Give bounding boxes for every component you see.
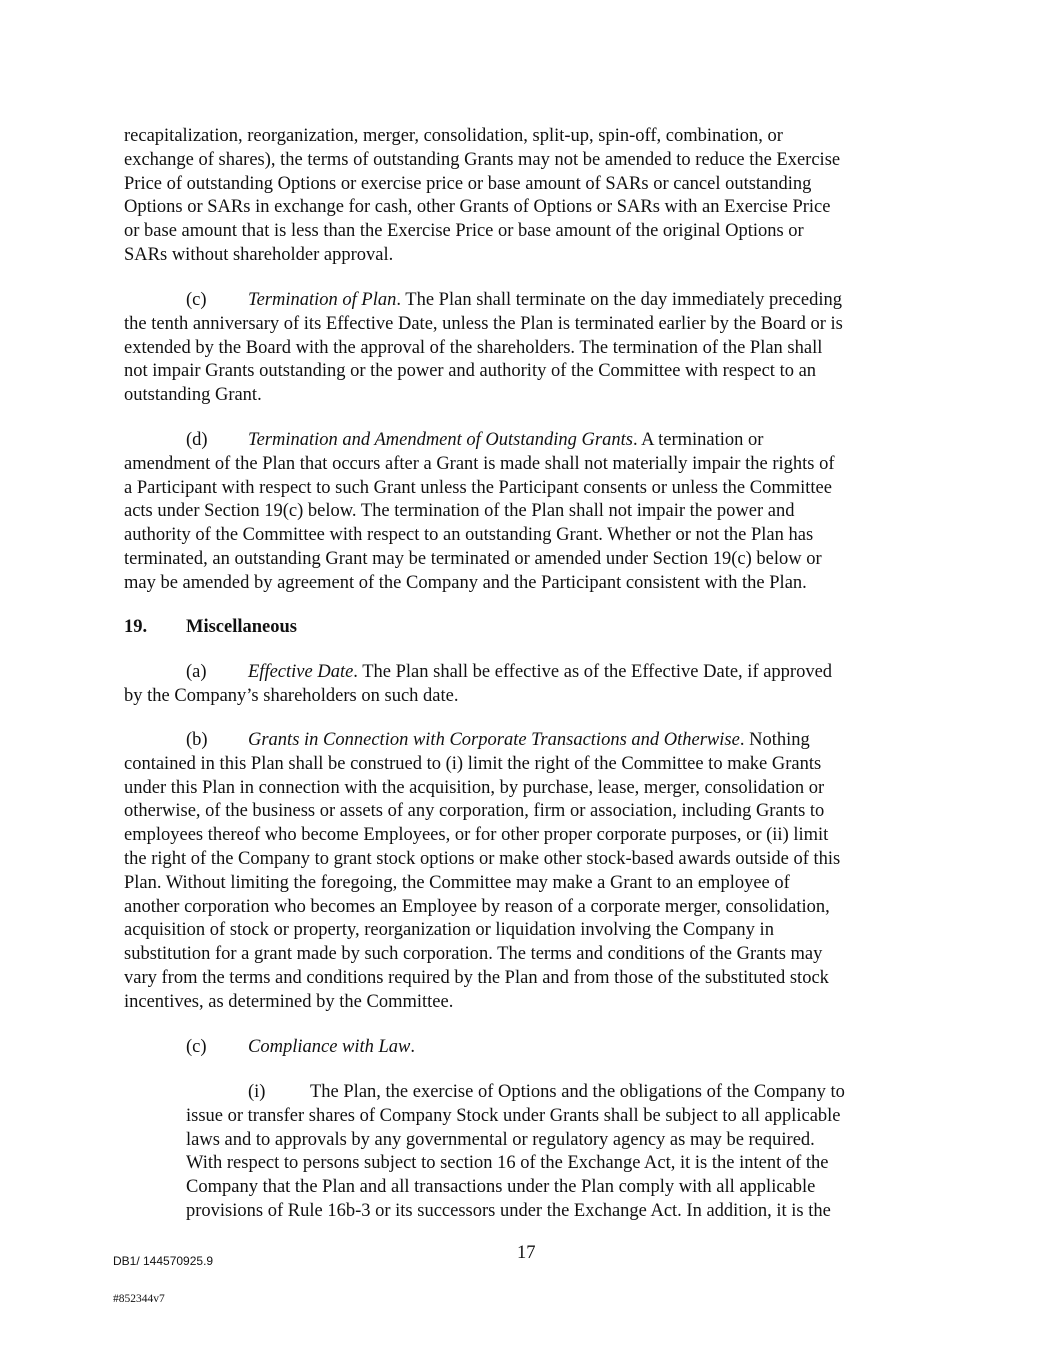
text-line: incentives, as determined by the Committee. — [124, 991, 454, 1012]
text-line: Options or SARs in exchange for cash, other Grants of Options or SARs with an Exercise Price — [124, 197, 831, 218]
text-line: provisions of Rule 16b-3 or its successors under the Exchange Act. In addition, it is the — [186, 1200, 831, 1221]
paragraph-grants-corporate-transactions — [124, 729, 932, 1015]
paragraph-first-line — [124, 661, 932, 685]
paragraph-label: (c) — [186, 1037, 207, 1057]
subparagraph-i — [186, 1081, 932, 1224]
paragraph-label: (c) — [186, 290, 207, 310]
paragraph-termination-of-plan — [124, 289, 932, 408]
text-line: SARs without shareholder approval. — [124, 244, 394, 265]
text-line: or base amount that is less than the Exercise Price or base amount of the original Options or — [124, 221, 804, 242]
text-line: outstanding Grant. — [124, 385, 262, 406]
paragraph-label: (a) — [186, 662, 207, 682]
text-line: otherwise, of the business or assets of any corporation, firm or association, including Grants to — [124, 801, 825, 822]
paragraph-first-line — [124, 289, 932, 313]
paragraph-label: (b) — [186, 730, 208, 750]
text-line: may be amended by agreement of the Company and the Participant consistent with the Plan. — [124, 572, 807, 593]
text-line: contained in this Plan shall be construed to (i) limit the right of the Committee to make Grants — [124, 753, 822, 774]
text-line: another corporation who becomes an Employee by reason of a corporate merger, consolidation, — [124, 896, 830, 917]
paragraph-label: (d) — [186, 430, 208, 450]
paragraph-label: (i) — [248, 1082, 266, 1102]
text-line: Company that the Plan and all transactions under the Plan comply with all applicable — [186, 1177, 816, 1198]
paragraph-text: . The Plan shall be effective as of the Effective Date, if approved — [353, 662, 833, 682]
paragraph-title: Grants in Connection with Corporate Transactions and Otherwise — [248, 730, 740, 750]
paragraph-text: . A termination or — [632, 430, 764, 450]
paragraph-text: . The Plan shall terminate on the day immediately preceding — [396, 290, 842, 310]
paragraph-title: Termination of Plan — [248, 290, 397, 310]
text-line: substitution for a grant made by such corporation. The terms and conditions of the Grants may — [124, 944, 823, 965]
paragraph-effective-date — [124, 661, 932, 709]
paragraph-title: Termination and Amendment of Outstanding Grants — [248, 430, 633, 450]
text-line: terminated, an outstanding Grant may be terminated or amended under Section 19(c) below or — [124, 548, 822, 569]
text-line: With respect to persons subject to section 16 of the Exchange Act, it is the intent of the — [186, 1153, 829, 1174]
paragraph-text: . — [410, 1037, 416, 1057]
continuation-paragraph — [124, 125, 932, 268]
paragraph-compliance-with-law — [124, 1036, 932, 1060]
text-line: acquisition of stock or property, reorganization or liquidation involving the Company in — [124, 920, 774, 941]
section-heading — [124, 616, 932, 640]
text-line: authority of the Committee with respect to an outstanding Grant. Whether or not the Plan has — [124, 525, 814, 546]
page-number: 17 — [517, 1243, 536, 1263]
text-line: Plan. Without limiting the foregoing, the Committee may make a Grant to an employee of — [124, 872, 790, 893]
text-line: exchange of shares), the terms of outstanding Grants may not be amended to reduce the Exercise — [124, 149, 841, 170]
text-line: under this Plan in connection with the acquisition, by purchase, lease, merger, consolidation or — [124, 777, 825, 798]
text-line: acts under Section 19(c) below. The termination of the Plan shall not impair the power and — [124, 501, 795, 522]
text-line: amendment of the Plan that occurs after a Grant is made shall not materially impair the rights of — [124, 453, 835, 474]
text-line: laws and to approvals by any governmental or regulatory agency as may be required. — [186, 1129, 815, 1150]
paragraph-title: Compliance with Law — [248, 1037, 411, 1057]
text-line: not impair Grants outstanding or the power and authority of the Committee with respect to an — [124, 361, 817, 382]
paragraph-first-line — [124, 1036, 932, 1060]
text-line: a Participant with respect to such Grant unless the Participant consents or unless the Committee — [124, 477, 832, 498]
text-line: extended by the Board with the approval of the shareholders. The termination of the Plan shall — [124, 337, 823, 358]
text-line: the right of the Company to grant stock options or make other stock-based awards outside of this — [124, 848, 841, 869]
section-title: Miscellaneous — [186, 617, 297, 637]
footer-version: #852344v7 — [113, 1293, 165, 1305]
text-line: Price of outstanding Options or exercise price or base amount of SARs or cancel outstanding — [124, 173, 812, 194]
text-line: employees thereof who become Employees, or for other proper corporate purposes, or (ii) limit — [124, 825, 829, 846]
paragraph-first-line — [186, 1081, 932, 1105]
text-line: issue or transfer shares of Company Stock under Grants shall be subject to all applicable — [186, 1105, 841, 1126]
paragraph-first-line — [124, 729, 932, 753]
paragraph-text: The Plan, the exercise of Options and the obligations of the Company to — [310, 1082, 845, 1102]
footer-doc-id: DB1/ 144570925.9 — [113, 1254, 214, 1268]
text-line: vary from the terms and conditions required by the Plan and from those of the substituted stock — [124, 967, 829, 988]
paragraph-termination-amendment — [124, 429, 932, 596]
paragraph-title: Effective Date — [248, 662, 354, 682]
paragraph-first-line — [124, 429, 932, 453]
text-line: recapitalization, reorganization, merger, consolidation, split-up, spin-off, combination, or — [124, 126, 783, 146]
section-number: 19. — [124, 617, 148, 637]
text-line: the tenth anniversary of its Effective Date, unless the Plan is terminated earlier by the Board or is — [124, 313, 843, 334]
text-line: by the Company’s shareholders on such date. — [124, 685, 459, 706]
paragraph-text: . Nothing — [739, 730, 810, 750]
